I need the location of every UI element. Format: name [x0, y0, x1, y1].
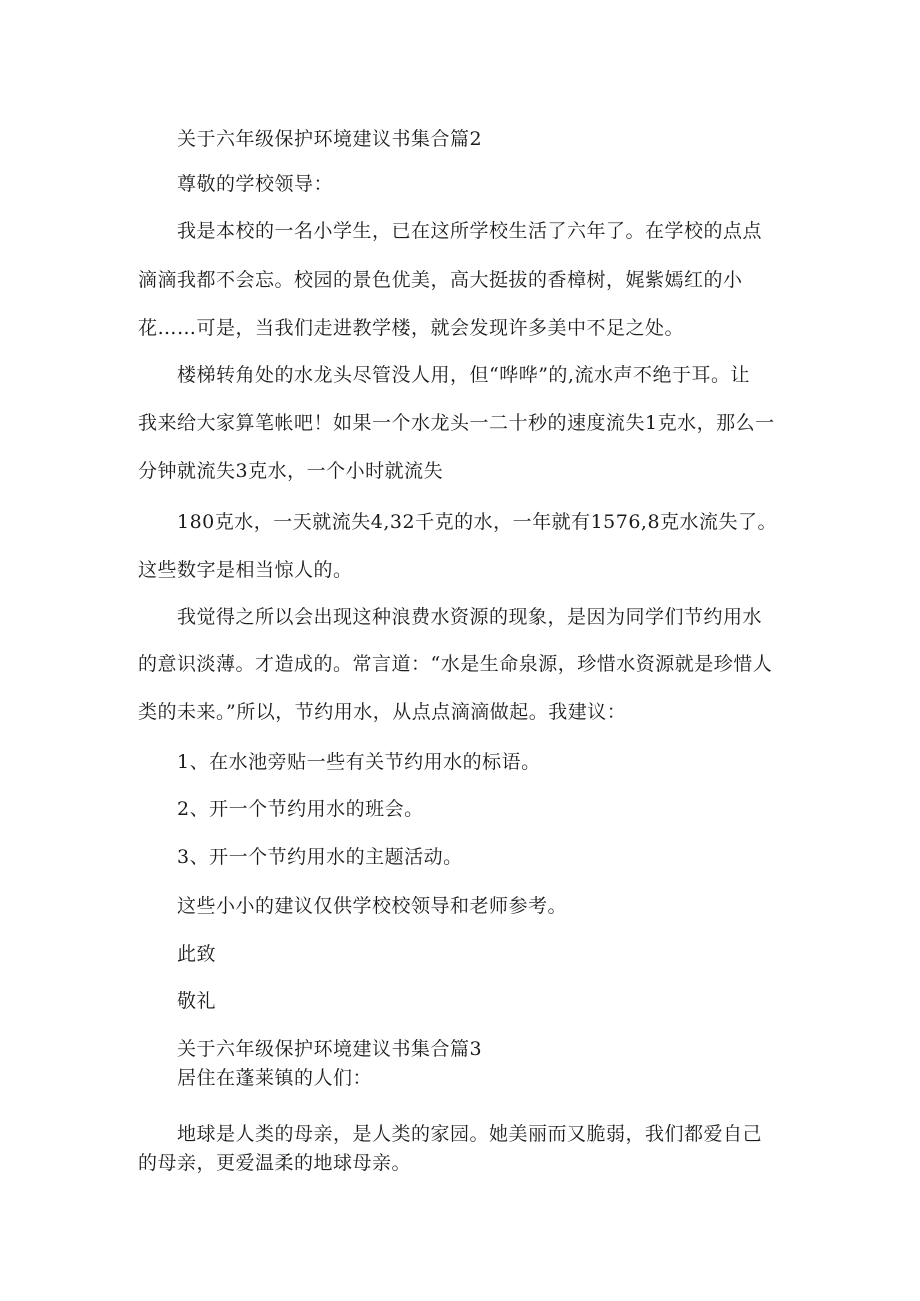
- section2-p3-line1: 180克水，一天就流失4,32千克的水，一年就有1576,8克水流失了。: [177, 511, 778, 533]
- section2-p3-line2: 这些数字是相当惊人的。: [138, 559, 353, 581]
- section2-p2-line2: 我来给大家算笔帐吧！如果一个水龙头一二十秒的速度流失1克水，那么一: [138, 412, 775, 434]
- section2-p1-line1: 我是本校的一名小学生，已在这所学校生活了六年了。在学校的点点: [177, 220, 763, 242]
- section2-title: 关于六年级保护环境建议书集合篇2: [177, 128, 483, 150]
- section2-p1-line3: 花……可是，当我们走进教学楼，就会发现许多美中不足之处。: [138, 317, 685, 339]
- section3-p1-line2: 的母亲，更爱温柔的地球母亲。: [138, 1152, 412, 1174]
- section2-closing: 这些小小的建议仅供学校校领导和老师参考。: [177, 895, 568, 917]
- section2-p2-line3: 分钟就流失3克水，一个小时就流失: [138, 460, 444, 482]
- section2-p4-line3: 类的未来。”所以，节约用水，从点点滴滴做起。我建议：: [138, 701, 627, 723]
- section2-p4-line2: 的意识淡薄。才造成的。常言道：“水是生命泉源，珍惜水资源就是珍惜人: [138, 653, 773, 675]
- suggestion-item: 2、开一个节约用水的班会。: [177, 798, 424, 820]
- section3-title: 关于六年级保护环境建议书集合篇3: [177, 1038, 483, 1060]
- section3-salutation: 居住在蓬莱镇的人们：: [177, 1067, 373, 1089]
- section2-sign-greeting: 此致: [177, 943, 217, 965]
- suggestion-item: 3、开一个节约用水的主题活动。: [177, 846, 463, 868]
- section2-p2-line1: 楼梯转角处的水龙头尽管没人用，但“哗哗”的,流水声不绝于耳。让: [177, 364, 750, 386]
- section2-salutation: 尊敬的学校领导：: [177, 173, 334, 195]
- section2-p1-line2: 滴滴我都不会忘。校园的景色优美，高大挺拔的香樟树，娓紫嫣红的小: [138, 269, 743, 291]
- section2-p4-line1: 我觉得之所以会出现这种浪费水资源的现象，是因为同学们节约用水: [177, 606, 763, 628]
- suggestion-item: 1、在水池旁贴一些有关节约用水的标语。: [177, 751, 541, 773]
- section3-p1-line1: 地球是人类的母亲，是人类的家园。她美丽而又脆弱，我们都爱自己: [177, 1123, 763, 1145]
- section2-sign-regards: 敬礼: [177, 990, 217, 1012]
